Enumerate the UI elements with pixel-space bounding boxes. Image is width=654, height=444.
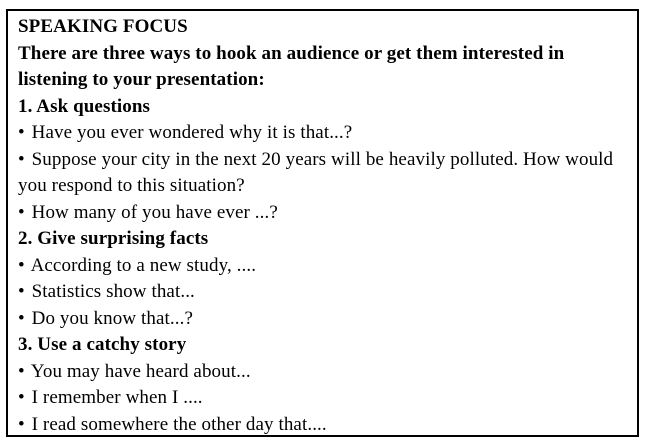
- bullet-text: According to a new study, ....: [30, 254, 257, 276]
- bullet-marker: •: [18, 281, 25, 302]
- bullet-item: [18, 253, 627, 280]
- bullet-text: Do you know that...?: [31, 307, 193, 329]
- panel-intro: There are three ways to hook an audience or get them interested in listening to your presentation:: [18, 42, 565, 90]
- bullet-item: [18, 306, 627, 333]
- bullet-item: [18, 412, 627, 438]
- bullet-marker: •: [18, 307, 25, 329]
- section-heading-catchy-story: 3. Use a catchy story: [18, 334, 187, 355]
- bullet-text: Have you ever wondered why it is that...?: [31, 122, 353, 143]
- section-heading-ask-questions: 1. Ask questions: [18, 95, 151, 117]
- bullet-text: Suppose your city in the next 20 years will be heavily polluted. How would you respond to this situation?: [18, 148, 614, 196]
- bullet-marker: •: [18, 413, 25, 435]
- bullet-item: [18, 385, 627, 412]
- bullet-item: [18, 147, 627, 200]
- bullet-marker: •: [18, 254, 25, 276]
- bullet-text: How many of you have ever ...?: [31, 201, 278, 223]
- bullet-item: [18, 200, 627, 227]
- bullet-marker: •: [18, 360, 25, 382]
- bullet-item: [18, 279, 627, 306]
- panel-title: SPEAKING FOCUS: [18, 16, 188, 37]
- bullet-marker: •: [18, 148, 25, 170]
- bullet-text: Statistics show that...: [31, 281, 195, 302]
- speaking-focus-panel: [6, 9, 639, 437]
- bullet-text: You may have heard about...: [30, 360, 251, 382]
- bullet-marker: •: [18, 201, 25, 223]
- bullet-item: [18, 359, 627, 386]
- bullet-marker: •: [18, 122, 25, 143]
- bullet-marker: •: [18, 387, 25, 408]
- bullet-text: I read somewhere the other day that....: [31, 413, 327, 435]
- bullet-item: [18, 120, 627, 147]
- section-heading-surprising-facts: 2. Give surprising facts: [18, 228, 209, 249]
- bullet-text: I remember when I ....: [31, 387, 203, 408]
